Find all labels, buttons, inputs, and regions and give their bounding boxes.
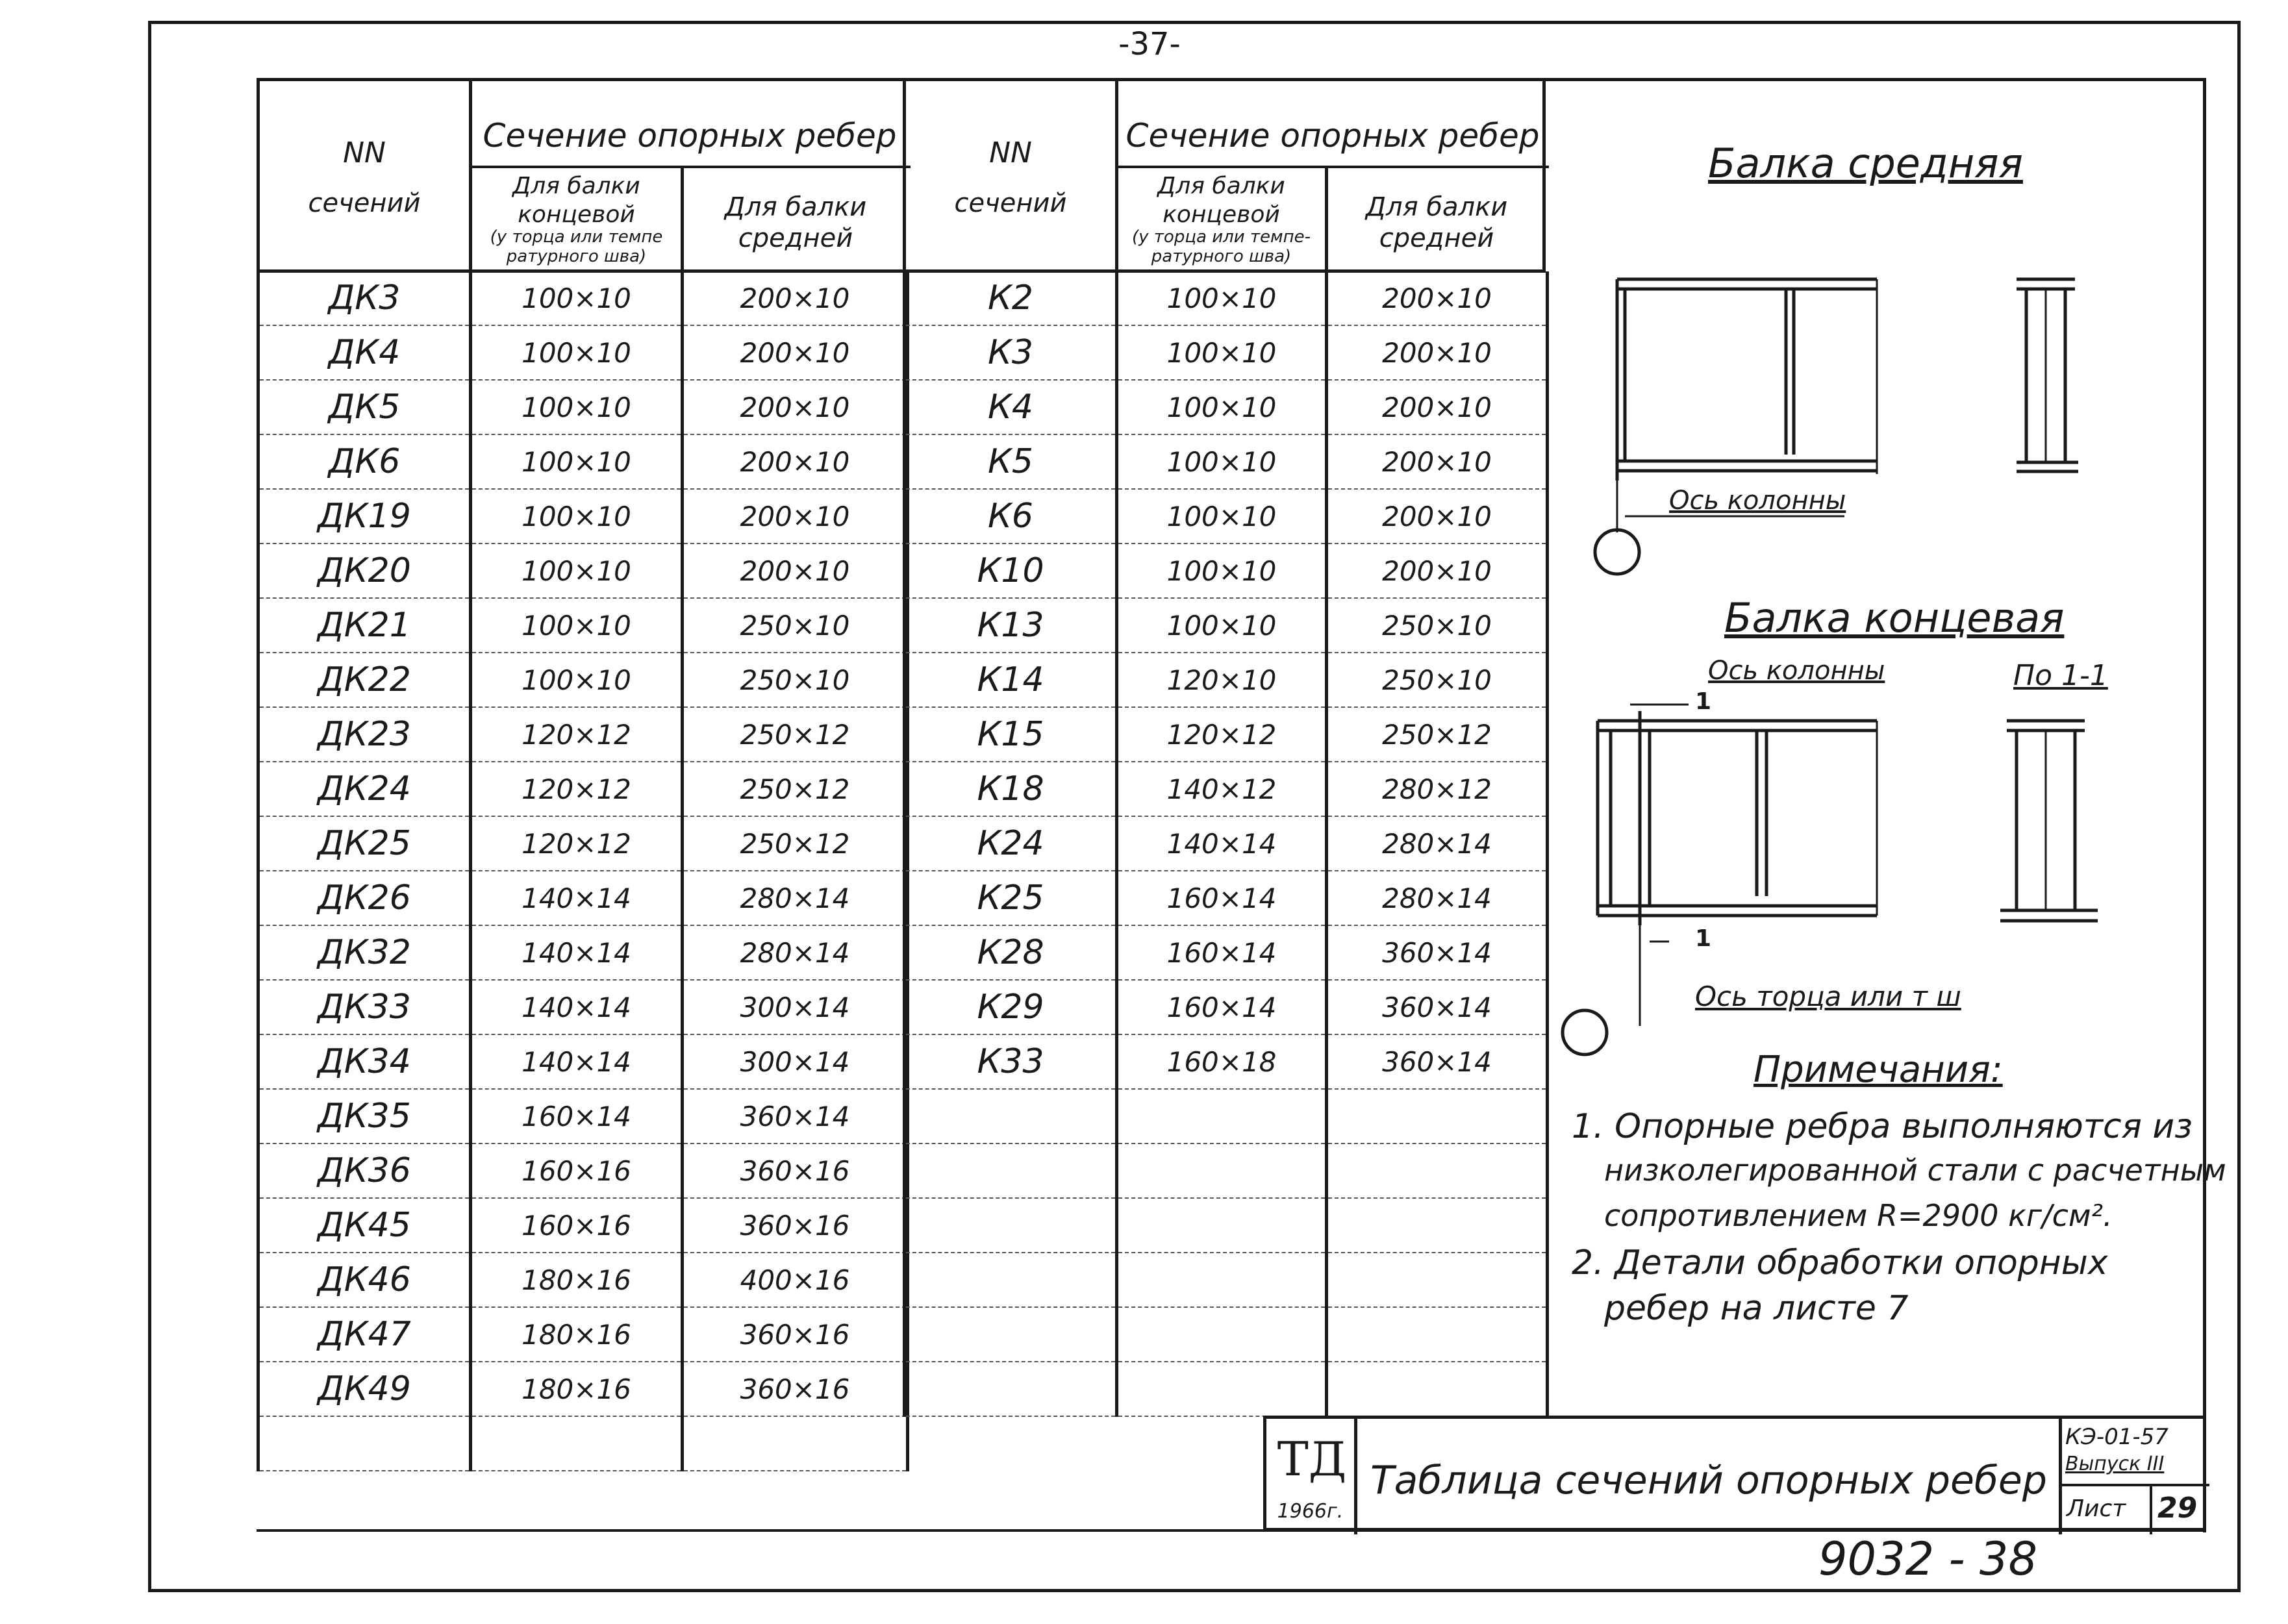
left-row — [258, 925, 908, 980]
left-cell-mid: 200×10 — [683, 380, 908, 434]
right-cell-end: 120×12 — [1117, 707, 1327, 762]
left-cell-nn: ДК25 — [258, 816, 471, 871]
left-cell-end: 160×16 — [471, 1143, 683, 1198]
right-row — [905, 380, 1548, 434]
right-row — [905, 271, 1548, 325]
right-cell-nn: К10 — [905, 543, 1117, 598]
inner-frame-right — [2203, 78, 2206, 1532]
left-row — [258, 1034, 908, 1089]
left-hdr-col-mid: Для балки средней — [724, 192, 867, 253]
stamp-divider-1 — [1354, 1419, 1357, 1534]
right-cell-end: 100×10 — [1117, 598, 1327, 653]
left-cell-nn: ДК34 — [258, 1034, 471, 1089]
right-cell-nn: К24 — [905, 816, 1117, 871]
left-cell-mid: 250×12 — [683, 707, 908, 762]
stamp-sheet-number: 29 — [2157, 1492, 2198, 1525]
right-row — [905, 653, 1548, 707]
left-cell-nn: ДК47 — [258, 1307, 471, 1362]
right-row — [905, 816, 1548, 871]
right-cell-mid — [1327, 1198, 1548, 1253]
right-cell-mid: 280×12 — [1327, 762, 1548, 816]
left-row — [258, 816, 908, 871]
left-cell-end: 180×16 — [471, 1362, 683, 1416]
note-line-1: 1. Опорные ребра выполняются из — [1572, 1107, 2193, 1146]
left-cell-mid: 300×14 — [683, 980, 908, 1034]
left-cell-end: 140×14 — [471, 871, 683, 925]
right-cell-end: 100×10 — [1117, 325, 1327, 380]
left-row — [258, 653, 908, 707]
right-cell-end: 160×14 — [1117, 871, 1327, 925]
left-cell-nn: ДК33 — [258, 980, 471, 1034]
right-row — [905, 1253, 1548, 1307]
right-cell-nn: К14 — [905, 653, 1117, 707]
right-row — [905, 1362, 1548, 1416]
notes-title: Примечания: — [1754, 1049, 2003, 1091]
stamp-sheet-label: Лист — [2067, 1495, 2126, 1522]
left-cell-end: 160×16 — [471, 1198, 683, 1253]
left-cell-nn: ДК49 — [258, 1362, 471, 1416]
right-cell-end: 160×18 — [1117, 1034, 1327, 1089]
left-cell-mid — [683, 1416, 908, 1471]
left-cell-mid: 360×16 — [683, 1198, 908, 1253]
left-cell-mid: 360×16 — [683, 1362, 908, 1416]
left-cell-mid: 360×16 — [683, 1307, 908, 1362]
right-cell-mid: 250×10 — [1327, 653, 1548, 707]
section-label: По 1-1 — [2013, 659, 2108, 692]
right-cell-nn: К28 — [905, 925, 1117, 980]
right-hdr-col-mid: Для балки средней — [1365, 192, 1508, 253]
right-cell-end: 100×10 — [1117, 271, 1327, 325]
left-cell-end: 160×14 — [471, 1089, 683, 1143]
right-cell-end: 100×10 — [1117, 489, 1327, 543]
right-cell-nn — [905, 1362, 1117, 1416]
left-cell-end — [471, 1416, 683, 1471]
right-cell-mid: 200×10 — [1327, 271, 1548, 325]
left-cell-nn: ДК35 — [258, 1089, 471, 1143]
right-hdr-divider-v1 — [1115, 81, 1118, 276]
axis-end-label: Ось торца или т ш — [1695, 981, 1961, 1012]
left-row — [258, 762, 908, 816]
right-cell-mid — [1327, 1089, 1548, 1143]
left-hdr-nn: NN — [343, 136, 386, 169]
right-hdr-divider-v2 — [1325, 166, 1328, 276]
left-row — [258, 980, 908, 1034]
left-row — [258, 1253, 908, 1307]
left-cell-mid: 250×12 — [683, 762, 908, 816]
stamp-divider-3 — [2059, 1484, 2209, 1486]
page-number: -37- — [1118, 26, 1181, 62]
right-row — [905, 707, 1548, 762]
left-row — [258, 1089, 908, 1143]
right-cell-end — [1117, 1143, 1327, 1198]
left-hdr-divider-v2 — [681, 166, 684, 276]
left-cell-nn: ДК4 — [258, 325, 471, 380]
right-cell-mid: 360×14 — [1327, 980, 1548, 1034]
left-cell-end: 100×10 — [471, 653, 683, 707]
left-cell-mid: 280×14 — [683, 871, 908, 925]
right-cell-end: 140×14 — [1117, 816, 1327, 871]
right-cell-mid: 360×14 — [1327, 1034, 1548, 1089]
left-cell-end: 120×12 — [471, 762, 683, 816]
right-cell-mid: 200×10 — [1327, 543, 1548, 598]
left-row — [258, 1143, 908, 1198]
note-line-2: низколегированной стали с расчетным — [1604, 1153, 2226, 1188]
right-hdr-divider-h — [1115, 166, 1549, 168]
right-hdr-section: Сечение опорных ребер — [1125, 117, 1540, 155]
left-cell-end: 140×14 — [471, 980, 683, 1034]
left-row — [258, 598, 908, 653]
note-line-5: ребер на листе 7 — [1604, 1289, 1909, 1328]
right-cell-nn: К5 — [905, 434, 1117, 489]
beam-middle-title: Балка средняя — [1708, 140, 2023, 187]
right-cell-end — [1117, 1089, 1327, 1143]
left-row — [258, 1416, 908, 1471]
right-hdr-col-end-note: (у торца или темпе- ратурного шва) — [1131, 227, 1311, 266]
frame-left — [148, 21, 151, 1592]
right-row — [905, 1034, 1548, 1089]
left-cell-end: 100×10 — [471, 434, 683, 489]
left-row — [258, 434, 908, 489]
left-cell-mid: 250×10 — [683, 598, 908, 653]
left-row — [258, 380, 908, 434]
left-cell-end: 180×16 — [471, 1253, 683, 1307]
left-hdr-section: Сечение опорных ребер — [483, 117, 897, 155]
right-row — [905, 871, 1548, 925]
left-cell-mid: 360×14 — [683, 1089, 908, 1143]
right-row — [905, 925, 1548, 980]
left-cell-end: 100×10 — [471, 543, 683, 598]
left-row — [258, 1362, 908, 1416]
right-cell-end — [1117, 1307, 1327, 1362]
right-cell-mid: 280×14 — [1327, 816, 1548, 871]
right-cell-end: 100×10 — [1117, 543, 1327, 598]
right-cell-nn: К3 — [905, 325, 1117, 380]
right-row — [905, 980, 1548, 1034]
left-cell-nn — [258, 1416, 471, 1471]
left-cell-nn: ДК23 — [258, 707, 471, 762]
right-cell-end: 140×12 — [1117, 762, 1327, 816]
beam-middle-drawing — [1585, 260, 2169, 584]
right-cell-end: 160×14 — [1117, 980, 1327, 1034]
right-cell-nn: К2 — [905, 271, 1117, 325]
right-cell-nn — [905, 1253, 1117, 1307]
left-cell-nn: ДК6 — [258, 434, 471, 489]
stamp-year: 1966г. — [1277, 1500, 1344, 1523]
left-cell-mid: 300×14 — [683, 1034, 908, 1089]
right-cell-mid — [1327, 1307, 1548, 1362]
left-cell-nn: ДК21 — [258, 598, 471, 653]
left-hdr-nn-sub: сечений — [308, 188, 421, 218]
right-cell-nn: К13 — [905, 598, 1117, 653]
left-hdr-divider-v1 — [469, 81, 472, 276]
stamp-title: Таблица сечений опорных ребер — [1370, 1458, 2047, 1503]
left-cell-mid: 400×16 — [683, 1253, 908, 1307]
right-cell-nn: К18 — [905, 762, 1117, 816]
right-cell-mid: 280×14 — [1327, 871, 1548, 925]
left-cell-nn: ДК26 — [258, 871, 471, 925]
left-cell-nn: ДК22 — [258, 653, 471, 707]
left-cell-end: 120×12 — [471, 816, 683, 871]
left-cell-nn: ДК45 — [258, 1198, 471, 1253]
left-table — [257, 271, 909, 1471]
right-cell-nn — [905, 1089, 1117, 1143]
left-cell-end: 100×10 — [471, 489, 683, 543]
left-cell-mid: 250×12 — [683, 816, 908, 871]
left-row — [258, 707, 908, 762]
right-row — [905, 325, 1548, 380]
right-cell-nn: К33 — [905, 1034, 1117, 1089]
right-row — [905, 762, 1548, 816]
right-cell-mid: 200×10 — [1327, 434, 1548, 489]
left-cell-end: 100×10 — [471, 271, 683, 325]
right-row — [905, 1307, 1548, 1362]
right-cell-nn: К25 — [905, 871, 1117, 925]
left-cell-end: 140×14 — [471, 925, 683, 980]
right-table-header — [903, 78, 1546, 273]
left-table-header — [257, 78, 906, 273]
left-cell-end: 100×10 — [471, 380, 683, 434]
left-cell-nn: ДК5 — [258, 380, 471, 434]
right-cell-nn: К15 — [905, 707, 1117, 762]
mark-1-top: 1 — [1695, 688, 1712, 715]
left-row — [258, 1307, 908, 1362]
left-cell-end: 100×10 — [471, 598, 683, 653]
left-cell-nn: ДК36 — [258, 1143, 471, 1198]
left-cell-nn: ДК19 — [258, 489, 471, 543]
right-cell-mid: 360×14 — [1327, 925, 1548, 980]
right-hdr-nn: NN — [989, 136, 1032, 169]
note-line-3: сопротивлением R=2900 кг/см². — [1604, 1198, 2113, 1233]
right-cell-end: 100×10 — [1117, 434, 1327, 489]
right-cell-nn: К29 — [905, 980, 1117, 1034]
left-cell-mid: 200×10 — [683, 325, 908, 380]
left-hdr-col-end: Для балки концевой — [512, 173, 640, 228]
right-cell-mid: 200×10 — [1327, 325, 1548, 380]
left-cell-end: 100×10 — [471, 325, 683, 380]
stamp-divider-4 — [2150, 1484, 2152, 1534]
left-hdr-divider-h — [469, 166, 911, 168]
left-cell-nn: ДК3 — [258, 271, 471, 325]
stamp-issue: Выпуск III — [2065, 1453, 2165, 1475]
right-cell-mid — [1327, 1253, 1548, 1307]
left-cell-nn: ДК46 — [258, 1253, 471, 1307]
beam-end-title: Балка концевая — [1724, 594, 2065, 642]
right-cell-mid: 200×10 — [1327, 380, 1548, 434]
left-cell-end: 180×16 — [471, 1307, 683, 1362]
left-cell-nn: ДК32 — [258, 925, 471, 980]
frame-bottom — [148, 1589, 2241, 1592]
stamp-logo: ТД — [1277, 1432, 1347, 1486]
right-row — [905, 543, 1548, 598]
left-cell-mid: 200×10 — [683, 434, 908, 489]
right-hdr-col-end: Для балки концевой — [1157, 173, 1285, 228]
right-cell-end — [1117, 1253, 1327, 1307]
right-row — [905, 434, 1548, 489]
right-cell-nn: К4 — [905, 380, 1117, 434]
stamp-code: КЭ-01-57 — [2065, 1424, 2169, 1450]
left-row — [258, 543, 908, 598]
stamp-divider-2 — [2059, 1419, 2062, 1534]
drawing-number: 9032 - 38 — [1818, 1532, 2037, 1586]
left-cell-end: 120×12 — [471, 707, 683, 762]
axis-column-label-1: Ось колонны — [1669, 486, 1846, 516]
right-cell-mid: 250×10 — [1327, 598, 1548, 653]
right-row — [905, 489, 1548, 543]
left-row — [258, 271, 908, 325]
right-row — [905, 598, 1548, 653]
right-row — [905, 1143, 1548, 1198]
frame-top — [148, 21, 2241, 24]
left-row — [258, 1198, 908, 1253]
right-table — [903, 271, 1549, 1417]
left-cell-nn: ДК24 — [258, 762, 471, 816]
left-cell-mid: 200×10 — [683, 271, 908, 325]
right-cell-nn: К6 — [905, 489, 1117, 543]
right-hdr-nn-sub: сечений — [954, 188, 1067, 218]
right-cell-mid: 250×12 — [1327, 707, 1548, 762]
left-cell-mid: 280×14 — [683, 925, 908, 980]
right-cell-end: 160×14 — [1117, 925, 1327, 980]
right-cell-nn — [905, 1198, 1117, 1253]
left-row — [258, 871, 908, 925]
left-cell-mid: 250×10 — [683, 653, 908, 707]
right-row — [905, 1198, 1548, 1253]
right-cell-end: 100×10 — [1117, 380, 1327, 434]
right-cell-mid — [1327, 1362, 1548, 1416]
right-cell-end — [1117, 1362, 1327, 1416]
left-cell-end: 140×14 — [471, 1034, 683, 1089]
right-cell-nn — [905, 1143, 1117, 1198]
left-cell-mid: 200×10 — [683, 489, 908, 543]
note-line-4: 2. Детали обработки опорных — [1572, 1243, 2108, 1282]
axis-column-label-2: Ось колонны — [1708, 656, 1885, 686]
right-cell-mid: 200×10 — [1327, 489, 1548, 543]
left-cell-mid: 360×16 — [683, 1143, 908, 1198]
right-row — [905, 1089, 1548, 1143]
right-cell-nn — [905, 1307, 1117, 1362]
right-cell-end: 120×10 — [1117, 653, 1327, 707]
frame-right — [2237, 21, 2241, 1592]
right-cell-end — [1117, 1198, 1327, 1253]
mark-1-bottom: 1 — [1695, 925, 1712, 952]
stamp-block — [1263, 1416, 2206, 1531]
left-cell-nn: ДК20 — [258, 543, 471, 598]
left-hdr-col-end-note: (у торца или темпе ратурного шва) — [490, 227, 663, 266]
right-cell-mid — [1327, 1143, 1548, 1198]
left-cell-mid: 200×10 — [683, 543, 908, 598]
left-row — [258, 489, 908, 543]
left-row — [258, 325, 908, 380]
